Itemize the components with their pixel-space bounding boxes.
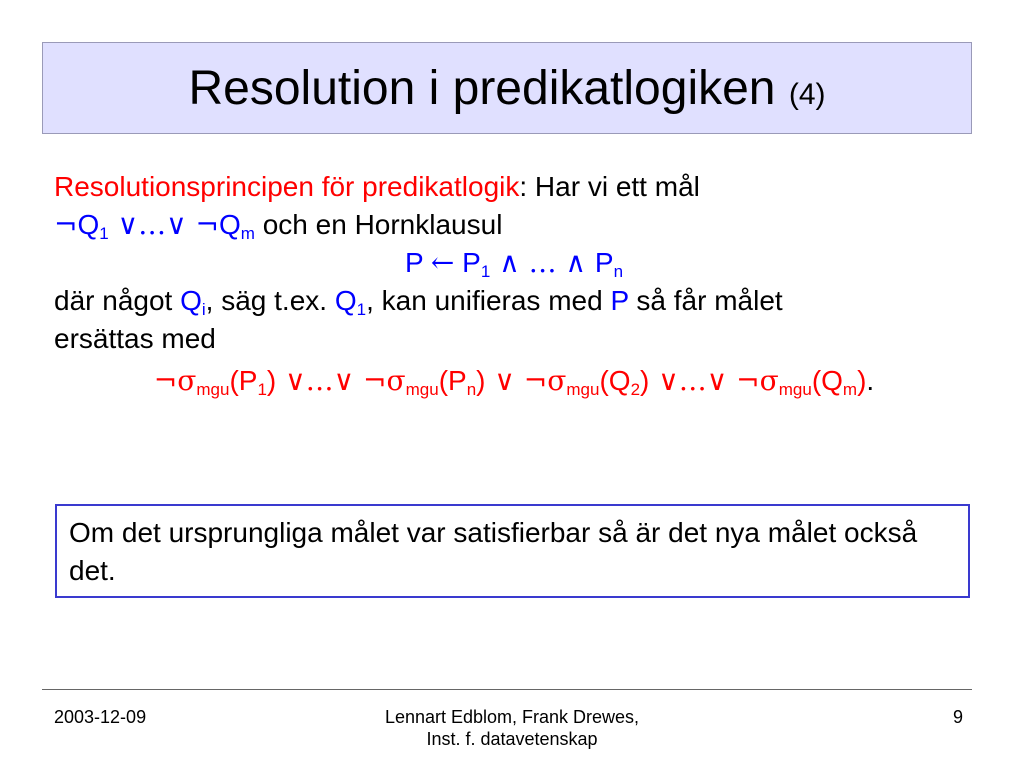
subscript: mgu	[566, 380, 600, 399]
subscript: 1	[257, 380, 267, 399]
term: (P	[229, 365, 258, 396]
footer-authors-line-1: Lennart Edblom, Frank Drewes,	[384, 707, 640, 727]
title-bar	[42, 42, 972, 134]
note-text: Om det ursprungliga målet var satisfierbar så är det nya målet också det.	[69, 517, 918, 586]
implication-arrow: ←	[430, 246, 455, 279]
term: (P	[438, 365, 467, 396]
resolvent-formula	[54, 362, 974, 400]
neg-sigma: ¬σ	[153, 364, 197, 397]
goal-literal: Q	[218, 209, 241, 240]
goal-literal: Q	[77, 209, 100, 240]
term: )	[266, 365, 277, 396]
subscript: mgu	[196, 380, 230, 399]
horn-clause	[54, 244, 974, 282]
slide-number: 9	[952, 707, 963, 727]
negation-symbol: ¬	[54, 208, 78, 241]
subscript: 1	[356, 300, 367, 319]
neg-sigma: ¬σ	[736, 364, 779, 397]
literal-p: P	[610, 285, 629, 316]
subscript: n	[466, 380, 477, 399]
negation-symbol: ¬	[195, 208, 219, 241]
slide-body	[54, 168, 984, 400]
satisfiability-note	[55, 504, 970, 598]
body-line-4	[54, 282, 984, 320]
subscript: 2	[630, 380, 641, 399]
subscript: n	[613, 262, 624, 281]
footer-divider	[42, 689, 972, 690]
disjunction-symbols: ∨…∨	[649, 364, 737, 397]
term: )	[640, 365, 650, 396]
subscript: mgu	[405, 380, 439, 399]
body-line-1	[54, 168, 984, 206]
text-fragment: , säg t.ex.	[205, 285, 335, 316]
subscript: m	[842, 380, 858, 399]
disjunction-symbols: ∨…∨	[276, 364, 364, 397]
period: .	[866, 365, 875, 396]
body-line-5: ersättas med	[54, 323, 216, 354]
literal-qi: Q	[180, 285, 202, 316]
term: )	[857, 365, 867, 396]
slide-title-number: (4)	[788, 77, 826, 111]
subscript: i	[201, 300, 206, 319]
subscript: 1	[480, 262, 491, 281]
text-fragment: , kan unifieras med	[366, 285, 611, 316]
text-fragment: så får målet	[628, 285, 783, 316]
footer-authors-line-2: Inst. f. datavetenskap	[426, 729, 598, 749]
horn-intro: och en Hornklausul	[254, 209, 503, 240]
horn-body-literal: P	[454, 247, 481, 278]
term: (Q	[599, 365, 631, 396]
neg-sigma: ¬σ	[523, 364, 567, 397]
subscript: 1	[99, 224, 109, 243]
subscript: mgu	[778, 380, 812, 399]
footer-date: 2003-12-09	[54, 707, 147, 727]
conjunction-symbols: ∧ … ∧	[490, 246, 595, 279]
neg-sigma: ¬σ	[363, 364, 406, 397]
horn-head: P	[404, 247, 431, 278]
body-line-2	[54, 206, 984, 244]
footer-authors	[312, 706, 712, 750]
term: )	[476, 365, 486, 396]
disjunction-symbols: ∨…∨	[108, 208, 196, 241]
term: (Q	[811, 365, 843, 396]
slide-title-text: Resolution i predikatlogiken	[188, 61, 776, 115]
slide-title	[188, 61, 825, 116]
literal-q1: Q	[334, 285, 357, 316]
principle-term: Resolutionsprincipen för predikatlogik	[54, 171, 520, 202]
disjunction-symbol: ∨	[485, 364, 524, 397]
horn-body-literal: P	[594, 247, 614, 278]
principle-intro: : Har vi ett mål	[519, 171, 700, 202]
text-fragment: där något	[54, 285, 181, 316]
subscript: m	[240, 224, 255, 243]
